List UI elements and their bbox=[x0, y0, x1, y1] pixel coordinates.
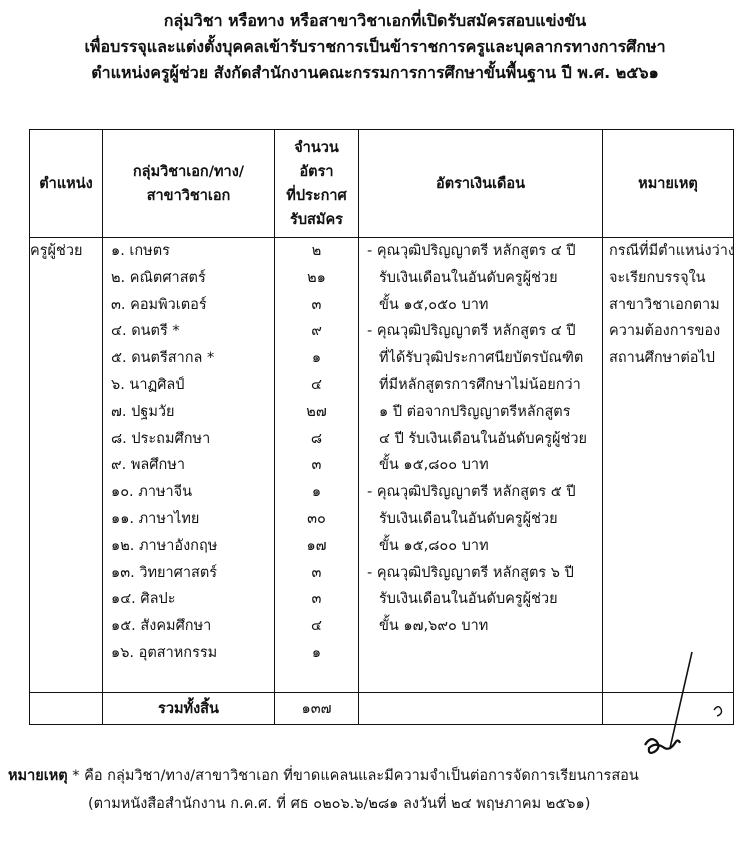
subject-count: ๓๐ bbox=[307, 510, 326, 527]
subject-count: ๔ bbox=[311, 618, 322, 635]
remark-cell bbox=[603, 238, 734, 693]
title-line-2: เพื่อบรรจุและแต่งตั้งบุคคลเข้ารับราชการเป็นข้าราชการครูและบุคลากรทางการศึกษา bbox=[84, 37, 666, 56]
remark-line: สาขาวิชาเอกตาม bbox=[609, 296, 720, 313]
table-body-row bbox=[30, 238, 734, 693]
subject-count: ๓ bbox=[311, 296, 322, 313]
salary-line: - คุณวุฒิปริญญาตรี หลักสูตร ๔ ปี bbox=[367, 323, 576, 340]
position-cell: ครูผู้ช่วย bbox=[30, 238, 103, 693]
remark-line: สถานศึกษาต่อไป bbox=[609, 350, 715, 367]
vacancy-table bbox=[29, 129, 734, 725]
salary-line: ๑ ปี ต่อจากปริญญาตรีหลักสูตร bbox=[379, 403, 571, 420]
subject-count: ๓ bbox=[311, 564, 322, 581]
table-total-row bbox=[30, 693, 734, 725]
signature-mark bbox=[640, 650, 740, 765]
subject-item: ๑๕. สังคมศึกษา bbox=[111, 618, 212, 635]
total-blank-cell bbox=[30, 693, 103, 725]
salary-line: ขั้น ๑๗,๖๙๐ บาท bbox=[379, 618, 489, 635]
footnote bbox=[8, 762, 748, 818]
subject-item: ๖. นาฏศิลป์ bbox=[111, 376, 185, 393]
salary-line: ขั้น ๑๕,๐๕๐ บาท bbox=[379, 296, 489, 313]
total-count: ๑๓๗ bbox=[275, 693, 359, 725]
subject-count: ๑ bbox=[311, 350, 322, 367]
subject-count: ๙ bbox=[311, 323, 322, 340]
remark-line: กรณีที่มีตำแหน่งว่าง bbox=[609, 243, 735, 259]
subject-item: ๗. ปฐมวัย bbox=[111, 403, 175, 420]
footnote-label: หมายเหตุ bbox=[8, 768, 68, 784]
subject-item: ๑๔. ศิลปะ bbox=[111, 591, 176, 608]
subject-item: ๑๐. ภาษาจีน bbox=[111, 484, 193, 501]
subject-count: ๘ bbox=[310, 430, 323, 447]
salary-cell bbox=[359, 238, 603, 693]
subject-count: ๓ bbox=[311, 591, 322, 608]
subject-item: ๓. คอมพิวเตอร์ bbox=[111, 296, 207, 313]
remark-line: จะเรียกบรรจุใน bbox=[609, 269, 706, 286]
salary-line: ที่มีหลักสูตรการศึกษาไม่น้อยกว่า bbox=[379, 376, 581, 393]
salary-line: รับเงินเดือนในอันดับครูผู้ช่วย bbox=[379, 510, 558, 527]
subject-count: ๓ bbox=[311, 457, 322, 474]
subject-count: ๑ bbox=[311, 644, 322, 661]
subject-count: ๒๗ bbox=[306, 403, 327, 420]
table-header-row bbox=[30, 130, 734, 238]
salary-line: ที่ได้รับวุฒิประกาศนียบัตรบัณฑิต bbox=[379, 350, 584, 367]
header-position: ตำแหน่ง bbox=[30, 130, 103, 238]
remark-line: ความต้องการของ bbox=[609, 323, 721, 340]
subject-count: ๒๑ bbox=[307, 269, 326, 286]
title-line-1: กลุ่มวิชา หรือทาง หรือสาขาวิชาเอกที่เปิดรับสมัครสอบแข่งขัน bbox=[163, 11, 587, 30]
subject-cell bbox=[103, 238, 275, 693]
salary-line: ขั้น ๑๕,๘๐๐ บาท bbox=[379, 457, 489, 474]
header-remark: หมายเหตุ bbox=[603, 130, 734, 238]
subject-item: ๒. คณิตศาสตร์ bbox=[111, 269, 206, 286]
salary-line: รับเงินเดือนในอันดับครูผู้ช่วย bbox=[379, 269, 558, 286]
subject-count: ๑๗ bbox=[306, 537, 327, 554]
subject-item: ๑๖. อุตสาหกรรม bbox=[111, 644, 218, 661]
total-blank-salary bbox=[359, 693, 603, 725]
subject-count: ๒ bbox=[311, 243, 322, 259]
subject-count: ๑ bbox=[311, 484, 322, 501]
salary-line: รับเงินเดือนในอันดับครูผู้ช่วย bbox=[379, 591, 558, 608]
subject-count: ๔ bbox=[311, 376, 322, 393]
header-count: จำนวน อัตรา ที่ประกาศ รับสมัคร bbox=[275, 130, 359, 238]
footnote-text: * คือ กลุ่มวิชา/ทาง/สาขาวิชาเอก ที่ขาดแคลนและมีความจำเป็นต่อการจัดการเรียนการสอน bbox=[67, 768, 639, 784]
subject-item: ๘. ประถมศึกษา bbox=[111, 430, 211, 447]
count-cell bbox=[275, 238, 359, 693]
salary-line: ขั้น ๑๕,๘๐๐ บาท bbox=[379, 537, 489, 554]
salary-line: - คุณวุฒิปริญญาตรี หลักสูตร ๔ ปี bbox=[367, 243, 576, 259]
header-subject: กลุ่มวิชาเอก/ทาง/ สาขาวิชาเอก bbox=[103, 130, 275, 238]
subject-item: ๕. ดนตรีสากล * bbox=[111, 350, 215, 367]
total-label: รวมทั้งสิ้น bbox=[103, 693, 275, 725]
document-title bbox=[0, 8, 750, 86]
subject-item: ๑. เกษตร bbox=[111, 243, 170, 259]
salary-line: - คุณวุฒิปริญญาตรี หลักสูตร ๕ ปี bbox=[367, 484, 576, 501]
salary-line: ๔ ปี รับเงินเดือนในอันดับครูผู้ช่วย bbox=[379, 430, 588, 447]
title-line-3: ตำแหน่งครูผู้ช่วย สังกัดสำนักงานคณะกรรมการการศึกษาขั้นพื้นฐาน ปี พ.ศ. ๒๕๖๑ bbox=[91, 63, 659, 82]
footnote-line-2: (ตามหนังสือสำนักงาน ก.ค.ศ. ที่ ศธ ๐๒๐๖.๖/๒๘๑ ลงวันที่ ๒๔ พฤษภาคม ๒๕๖๑) bbox=[88, 796, 591, 812]
subject-item: ๑๓. วิทยาศาสตร์ bbox=[111, 564, 218, 581]
header-salary: อัตราเงินเดือน bbox=[359, 130, 603, 238]
subject-item: ๔. ดนตรี * bbox=[111, 323, 180, 340]
footnote-line-1 bbox=[8, 762, 748, 790]
subject-item: ๑๑. ภาษาไทย bbox=[111, 510, 200, 527]
salary-line: - คุณวุฒิปริญญาตรี หลักสูตร ๖ ปี bbox=[367, 564, 574, 581]
subject-item: ๙. พลศึกษา bbox=[111, 457, 185, 474]
subject-item: ๑๒. ภาษาอังกฤษ bbox=[111, 537, 218, 554]
